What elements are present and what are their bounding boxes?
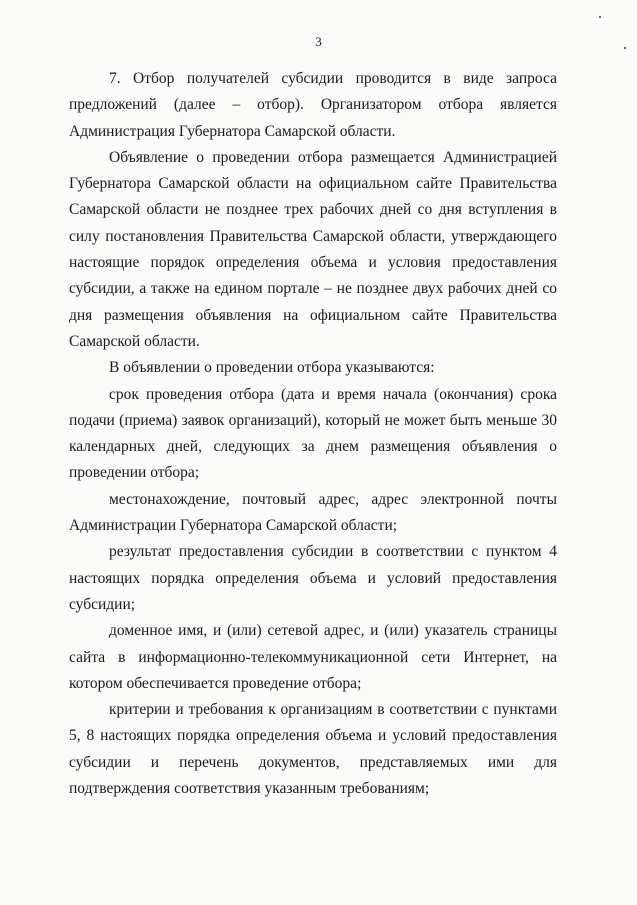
paragraph-address: местонахождение, почтовый адрес, адрес электронной почты Администрации Губернатора Самарской области; <box>69 490 557 535</box>
paragraph-criteria-requirements: критерии и требования к организациям в соответствии с пунктами 5, 8 настоящих порядка определения объема и условий предоставления субсидии и перечень документов, представляемых ими для подтверждения соответствия указанным требованиям; <box>69 701 557 798</box>
paragraph-announcement-contents-intro: В объявлении о проведении отбора указываются: <box>109 359 435 377</box>
page-number: 3 <box>315 34 322 49</box>
paragraph-selection-method: 7. Отбор получателей субсидии проводится в виде запроса предложений (далее – отбор). Организатором отбора является Администрация Губернатора Самарской области. <box>69 70 557 140</box>
paragraph-announcement-publication: Объявление о проведении отбора размещается Администрацией Губернатора Самарской области на официальном сайте Правительства Самарской области не позднее трех рабочих дней со дня вступления в силу постановления Правительства Самарской области, утверждающего настоящие порядок определения объема и условия предоставления субсидии, а также на едином портале – не позднее двух рабочих дней со дня размещения объявления на официальном сайте Правительства Самарской области. <box>69 148 557 350</box>
document-body <box>69 66 557 802</box>
scan-artifact-dot <box>599 16 601 18</box>
paragraph-subsidy-result: результат предоставления субсидии в соответствии с пунктом 4 настоящих порядка определения объема и условий предоставления субсидии; <box>69 543 557 613</box>
paragraph-selection-period: срок проведения отбора (дата и время начала (окончания) срока подачи (приема) заявок организаций), который не может быть меньше 30 календарных дней, следующих за днем размещения объявления о проведении отбора; <box>69 385 557 482</box>
paragraph-domain-name: доменное имя, и (или) сетевой адрес, и (или) указатель страницы сайта в информационно-телекоммуникационной сети Интернет, на котором обеспечивается проведение отбора; <box>69 622 557 692</box>
